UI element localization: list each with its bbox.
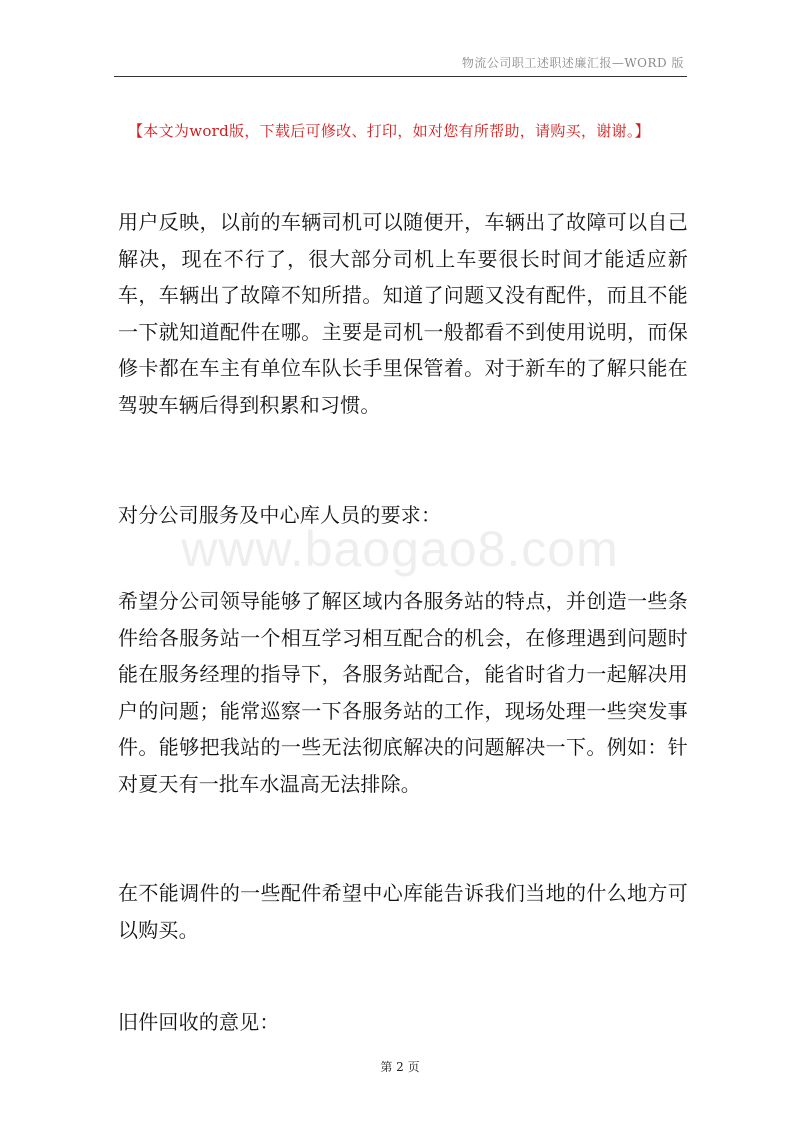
- header-divider: [114, 76, 687, 77]
- watermark: www.baogao8.com: [181, 521, 619, 577]
- paragraph-recycling-heading: 旧件回收的意见：: [118, 1010, 280, 1034]
- paragraph-user-feedback: 用户反映，以前的车辆司机可以随便开，车辆出了故障可以自己解决，现在不行了，很大部分司机上车要很长时间才能适应新车，车辆出了故障不知所措。知道了问题又没有配件，而且不能一下就知道配件在哪。主要是司机一般都看不到使用说明，而保修卡都在车主有单位车队长手里保管着。对于新车的了解只能在驾驶车辆后得到积累和习惯。: [118, 210, 688, 417]
- header-title: 物流公司职工述职述廉汇报—WORD 版: [461, 56, 684, 70]
- paragraph-requirements-heading: 对分公司服务及中心库人员的要求：: [118, 503, 442, 527]
- paragraph-parts-purchase: 在不能调件的一些配件希望中心库能告诉我们当地的什么地方可以购买。: [118, 881, 688, 942]
- purchase-notice: 【本文为word版，下载后可修改、打印，如对您有所帮助，请购买，谢谢。】: [128, 122, 650, 140]
- paragraph-branch-expectations: 希望分公司领导能够了解区域内各服务站的特点，并创造一些条件给各服务站一个相互学习相互配合的机会，在修理遇到问题时能在服务经理的指导下，各服务站配合，能省时省力一起解决用户的问题；能常巡察一下各服务站的工作，现场处理一些突发事件。能够把我站的一些无法彻底解决的问题解决一下。例如：针对夏天有一批车水温高无法排除。: [118, 589, 688, 796]
- page-number: 第 2 页: [380, 1060, 420, 1074]
